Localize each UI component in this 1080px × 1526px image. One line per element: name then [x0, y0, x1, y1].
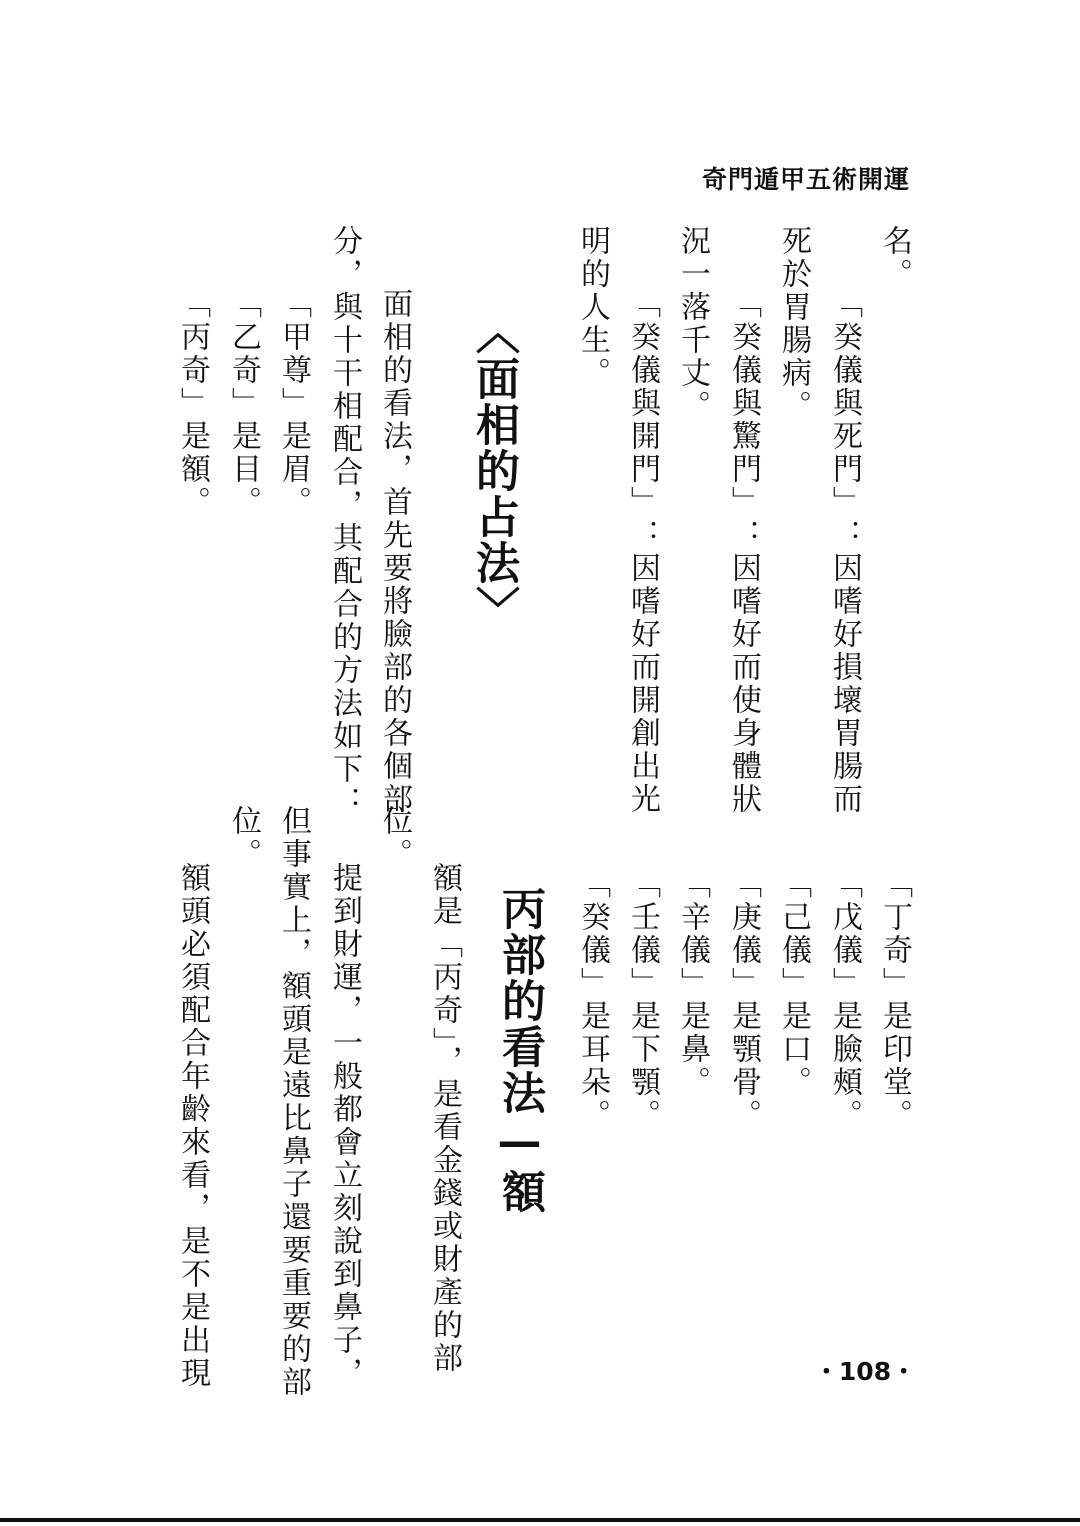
- text-column: 提到財運，一般都會立刻說到鼻子，: [327, 862, 362, 1390]
- text-column: 「癸儀與死門」：因嗜好損壞胃腸而: [827, 288, 862, 816]
- text-column: 但事實上，額頭是遠比鼻子還要重要的部: [276, 805, 311, 1399]
- section-heading: 丙部的看法—額: [494, 886, 545, 1215]
- text-column: 位。: [377, 805, 412, 871]
- text-column: 額是「丙奇」，是看金錢或財產的部: [427, 862, 462, 1375]
- text-column: 「庚儀」是顎骨。: [726, 868, 761, 1132]
- text-column: 位。: [226, 805, 261, 871]
- text-column: 況一落千丈。: [675, 225, 710, 423]
- text-column: 「壬儀」是下顎。: [625, 868, 660, 1132]
- text-column: 「癸儀與驚門」：因嗜好而使身體狀: [726, 288, 761, 816]
- page-number: ・108・: [813, 1357, 917, 1386]
- text-column: 分，與十干相配合，其配合的方法如下：: [327, 225, 362, 819]
- text-column: 「癸儀」是耳朵。: [575, 868, 610, 1132]
- text-column: 「戊儀」是臉頰。: [827, 868, 862, 1132]
- text-column: 「乙奇」是目。: [226, 288, 261, 519]
- text-column: 額頭必須配合年齡來看，是不是出現: [175, 862, 210, 1390]
- text-column: 「丁奇」是印堂。: [877, 868, 912, 1132]
- text-column: 死於胃腸病。: [776, 225, 811, 423]
- text-column: 「辛儀」是鼻。: [675, 868, 710, 1099]
- text-column: 面相的看法，首先要將臉部的各個部: [377, 288, 412, 816]
- text-column: 「己儀」是口。: [776, 868, 811, 1099]
- section-heading: 〈面相的占法〉: [468, 310, 519, 632]
- running-header: 奇門遁甲五術開運: [701, 165, 910, 194]
- text-column: 名。: [877, 225, 912, 291]
- text-column: 「癸儀與開門」：因嗜好而開創出光: [625, 288, 660, 816]
- text-column: 「甲尊」是眉。: [276, 288, 311, 519]
- page-bottom-rule: [0, 1518, 1080, 1522]
- text-column: 「丙奇」是額。: [175, 288, 210, 519]
- text-column: 明的人生。: [575, 225, 610, 390]
